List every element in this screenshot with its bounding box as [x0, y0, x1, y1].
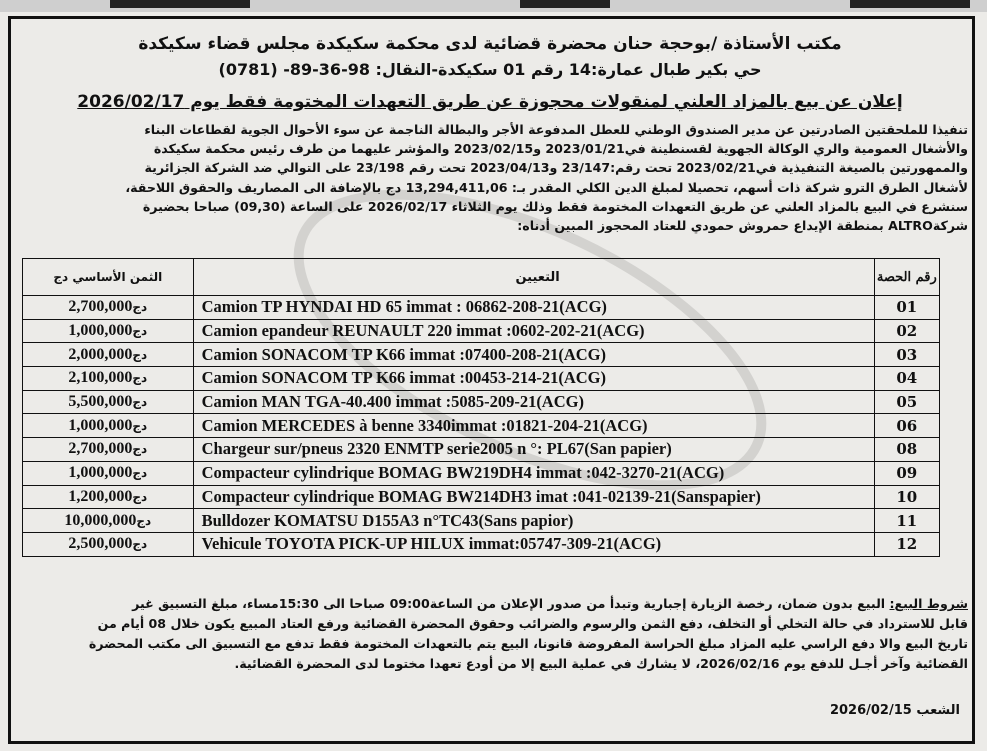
- intro-paragraph: [20, 120, 968, 235]
- lot-price: 10,000,000: [64, 511, 137, 529]
- currency-label: دج: [132, 395, 148, 410]
- table-row: [23, 319, 940, 343]
- lot-number: 04: [874, 367, 939, 391]
- lot-designation: Camion MAN TGA-40.400 immat :5085-209-21(ACG): [193, 390, 874, 414]
- lot-designation: Compacteur cylindrique BOMAG BW214DH3 imat :041-02139-21(Sanspapier): [193, 485, 874, 509]
- table-row: [23, 390, 940, 414]
- header-designation: التعيين: [193, 259, 874, 296]
- lot-number: 03: [874, 343, 939, 367]
- conditions-text: البيع بدون ضمان، رخصة الزيارة إجبارية وتبدأ من صدور الإعلان من الساعة09:00 صباحا الى 15:30مساء، مبلغ التسبيق غير: [132, 596, 886, 611]
- table-row: [23, 296, 940, 320]
- lot-designation: Bulldozer KOMATSU D155A3 n°TC43(Sans papior): [193, 509, 874, 533]
- table-row: [23, 532, 940, 556]
- intro-line: شركةALTRO بمنطقة الإيداع حمروش حمودي للعتاد المحجوز المبين أدناه:: [517, 218, 968, 234]
- lot-price: 1,000,000: [68, 322, 133, 340]
- newspaper-name: الشعب: [916, 703, 960, 718]
- currency-label: دج: [132, 489, 148, 504]
- intro-line: والممهورتين بالصيغة التنفيذية في2023/02/21 تحت رقم:23/147 و2023/04/13 تحت رقم 23/198 على التوالي ضد الشركة الجزائرية: [144, 160, 968, 176]
- lot-price-cell: [23, 485, 194, 509]
- lot-number: 12: [874, 532, 939, 556]
- header-price: الثمن الأساسي دج: [23, 259, 194, 296]
- currency-label: دج: [132, 347, 148, 362]
- currency-label: دج: [132, 537, 148, 552]
- lot-price: 2,500,000: [68, 535, 133, 553]
- lot-number: 10: [874, 485, 939, 509]
- lot-designation: Camion SONACOM TP K66 immat :07400-208-21(ACG): [193, 343, 874, 367]
- lot-designation: Camion SONACOM TP K66 immat :00453-214-21(ACG): [193, 367, 874, 391]
- currency-label: دج: [132, 300, 148, 315]
- lot-designation: Chargeur sur/pneus 2320 ENMTP serie2005 n °: PL67(San papier): [193, 438, 874, 462]
- table-row: [23, 461, 940, 485]
- currency-label: دج: [132, 324, 148, 339]
- lot-designation: Camion epandeur REUNAULT 220 immat :0602-202-21(ACG): [193, 319, 874, 343]
- conditions-line: القضائية وآخر أجـل للدفع يوم 2026/02/16، لا يشارك في عملية البيع إلا من أودع تعهدا مختوما لدى المحضرة القضائية.: [234, 656, 968, 671]
- currency-label: دج: [132, 466, 148, 481]
- publication-footer: [800, 703, 960, 718]
- lot-price: 1,000,000: [68, 464, 133, 482]
- table-row: [23, 509, 940, 533]
- header-lot: رقم الحصة: [874, 259, 939, 296]
- table-row: [23, 438, 940, 462]
- currency-label: دج: [132, 418, 148, 433]
- intro-line: والأشغال العمومية والري الوكالة الجهوية لقسنطينة في2023/01/21 و2023/02/15 والمؤشر عليهما من طرف رئيس محكمة سكيكدة: [153, 141, 968, 157]
- lot-designation: Vehicule TOYOTA PICK-UP HILUX immat:05747-309-21(ACG): [193, 532, 874, 556]
- table-row: [23, 414, 940, 438]
- lot-price-cell: [23, 461, 194, 485]
- conditions-label: شروط البيع:: [889, 596, 968, 611]
- lots-table: [22, 258, 940, 557]
- lot-price-cell: [23, 296, 194, 320]
- conditions-line: [20, 594, 968, 614]
- lot-price-cell: [23, 367, 194, 391]
- announcement-title: إعلان عن بيع بالمزاد العلني لمنقولات محجوزة عن طريق التعهدات المختومة فقط يوم 2026/02/17: [77, 92, 903, 112]
- lot-number: 02: [874, 319, 939, 343]
- lot-price-cell: [23, 319, 194, 343]
- lot-number: 06: [874, 414, 939, 438]
- table-header-row: [23, 259, 940, 296]
- lot-price: 1,000,000: [68, 416, 133, 434]
- lot-price-cell: [23, 532, 194, 556]
- intro-line: تنفيذا للملحقتين الصادرتين عن مدير الصندوق الوطني للعطل المدفوعة الأجر والبطالة الناجمة عن سوء الأحوال الجوية لقطاعات البناء: [144, 122, 968, 137]
- conditions-line: تاريخ البيع والا دفع الراسي عليه المزاد مبلغ الحراسة المفروضة قانونا، البيع يتم بالتعهدات المختومة فقط تدفع مع التسبيق الى مكتب المحضرة: [88, 636, 968, 651]
- lot-number: 11: [874, 509, 939, 533]
- table-row: [23, 367, 940, 391]
- lot-number: 05: [874, 390, 939, 414]
- lot-number: 01: [874, 296, 939, 320]
- lot-price: 2,000,000: [68, 345, 133, 363]
- lot-number: 09: [874, 461, 939, 485]
- lot-price: 2,700,000: [68, 298, 133, 316]
- currency-label: دج: [132, 371, 148, 386]
- lot-price-cell: [23, 414, 194, 438]
- lot-designation: Compacteur cylindrique BOMAG BW219DH4 immat :042-3270-21(ACG): [193, 461, 874, 485]
- top-edge-strip: [0, 0, 987, 12]
- lot-price-cell: [23, 390, 194, 414]
- lot-price-cell: [23, 509, 194, 533]
- publication-date: 2026/02/15: [829, 703, 912, 718]
- lot-number: 08: [874, 438, 939, 462]
- lot-price: 2,100,000: [68, 369, 133, 387]
- lot-price: 5,500,000: [68, 393, 133, 411]
- intro-line: لأشغال الطرق الترو شركة ذات أسهم، تحصيلا لمبلغ الدين الكلي المقدر بـ: 13,294,411,06 دج بالإضافة الى المصاريف والحقوق اللاحقة،: [125, 179, 968, 195]
- intro-line: سنشرع في البيع بالمزاد العلني عن طريق التعهدات المختومة فقط وذلك يوم الثلاثاء 2026/02/17 على الساعة (09,30) صباحا بحضيرة: [142, 198, 968, 214]
- currency-label: دج: [132, 442, 148, 457]
- office-name: مكتب الأستاذة /بوحجة حنان محضرة قضائية لدى محكمة سكيكدة مجلس قضاء سكيكدة: [138, 34, 842, 54]
- lot-price: 2,700,000: [68, 440, 133, 458]
- lot-designation: Camion MERCEDES à benne 3340immat :01821-204-21(ACG): [193, 414, 874, 438]
- sale-conditions: [20, 594, 968, 674]
- lot-price-cell: [23, 343, 194, 367]
- lot-price: 1,200,000: [68, 487, 133, 505]
- lot-price-cell: [23, 438, 194, 462]
- office-address: حي بكير طبال عمارة:14 رقم 01 سكيكدة-النقال: 98-36-89- (0781): [218, 60, 762, 79]
- conditions-line: قابل للاسترداد في حالة التخلي أو التخلف، دفع الثمن والرسوم والضرائب وحقوق المحضرة القضائية ورفع العتاد المبيع يكون خلال 08 أيام من: [97, 616, 968, 631]
- table-row: [23, 343, 940, 367]
- table-row: [23, 485, 940, 509]
- currency-label: دج: [136, 513, 152, 528]
- lot-designation: Camion TP HYNDAI HD 65 immat : 06862-208-21(ACG): [193, 296, 874, 320]
